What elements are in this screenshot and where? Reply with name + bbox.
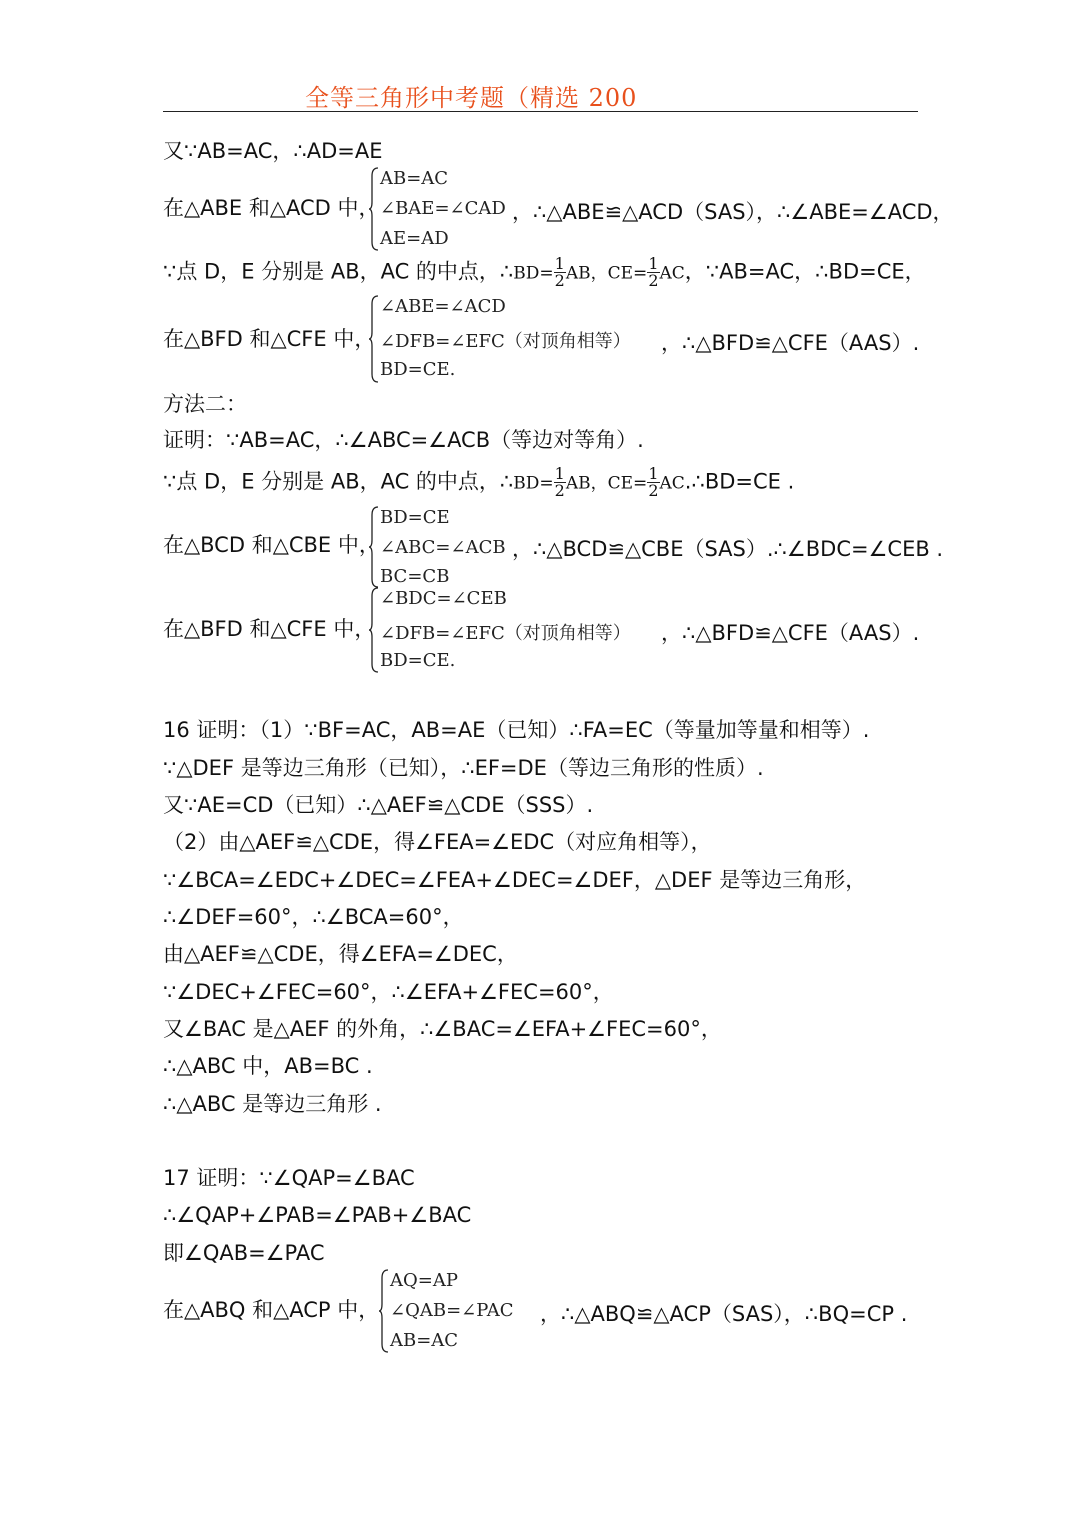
system-row: AE=AD xyxy=(380,228,449,249)
fraction xyxy=(647,256,659,289)
proof-line-continuation: ，∴△BCD≌△CBE（SAS）.∴∠BDC=∠CEB . xyxy=(512,537,944,561)
system-row: ∠BDC=∠CEB xyxy=(380,588,507,609)
proof-line: ∵∠BCA=∠EDC+∠DEC=∠FEA+∠DEC=∠DEF，△DEF 是等边三角形， xyxy=(163,868,867,892)
text-span: ∵点 D，E 分别是 AB，AC 的中点，∴ xyxy=(163,469,514,494)
proof-line: 16 证明：（1）∵BF=AC，AB=AE（已知）∴FA=EC（等量加等量和相等）. xyxy=(163,718,870,742)
text-span: ，∵AB=AC，∴BD=CE， xyxy=(684,259,926,284)
left-brace-icon xyxy=(368,505,380,589)
left-brace-icon xyxy=(368,166,380,252)
equation-system xyxy=(378,1268,528,1356)
proof-line: 证明：∵AB=AC，∴∠ABC=∠ACB（等边对等角）. xyxy=(163,428,644,452)
fraction-numerator: 1 xyxy=(554,254,565,273)
math-label: CE= xyxy=(607,473,648,494)
proof-line: 在△BFD 和△CFE 中， xyxy=(163,617,376,641)
system-row: ∠QAB=∠PAC xyxy=(390,1300,514,1321)
fraction-denominator: 2 xyxy=(648,481,659,500)
left-brace-icon xyxy=(378,1268,390,1354)
header-rule xyxy=(163,111,918,112)
math-label: BD= xyxy=(513,473,554,494)
left-brace-icon xyxy=(368,294,380,384)
proof-line: 又∠BAC 是△AEF 的外角，∴∠BAC=∠EFA+∠FEC=60°， xyxy=(163,1017,722,1041)
math-label: CE= xyxy=(607,263,648,284)
fraction-denominator: 2 xyxy=(554,481,565,500)
proof-line: ∴∠DEF=60°，∴∠BCA=60°， xyxy=(163,905,464,929)
system-row: AB=AC xyxy=(390,1330,459,1351)
text-span: ∵点 D，E 分别是 AB，AC 的中点，∴ xyxy=(163,259,514,284)
proof-line: 又∵AB=AC，∴AD=AE xyxy=(163,139,383,163)
fraction-numerator: 1 xyxy=(554,464,565,483)
left-brace-icon xyxy=(368,586,380,674)
math-label: AB， xyxy=(565,263,608,284)
system-row: ∠BAE=∠CAD xyxy=(380,198,506,219)
system-row: BD=CE xyxy=(380,507,450,528)
proof-line: ∴△ABC 是等边三角形 . xyxy=(163,1092,382,1116)
proof-line: ∴△ABC 中，AB=BC . xyxy=(163,1054,373,1078)
proof-line: 在△BFD 和△CFE 中， xyxy=(163,327,376,351)
math-label: AC xyxy=(659,263,685,284)
math-label: AC xyxy=(659,473,685,494)
proof-line: 由△AEF≌△CDE，得∠EFA=∠DEC， xyxy=(163,942,518,966)
proof-line: 又∵AE=CD（已知）∴△AEF≌△CDE（SSS）. xyxy=(163,793,594,817)
fraction-denominator: 2 xyxy=(648,271,659,290)
proof-line: ∵∠DEC+∠FEC=60°，∴∠EFA+∠FEC=60°， xyxy=(163,980,614,1004)
proof-line: （2）由△AEF≌△CDE，得∠FEA=∠EDC（对应角相等）， xyxy=(163,830,712,854)
proof-line: 在△BCD 和△CBE 中， xyxy=(163,533,380,557)
system-row: BD=CE. xyxy=(380,359,456,380)
proof-line: ∴∠QAP+∠PAB=∠PAB+∠BAC xyxy=(163,1203,472,1227)
system-row: ∠DFB=∠EFC（对顶角相等） xyxy=(380,331,631,352)
proof-line: 即∠QAB=∠PAC xyxy=(163,1241,325,1265)
proof-line: 在△ABQ 和△ACP 中， xyxy=(163,1298,380,1322)
system-row: BD=CE. xyxy=(380,650,456,671)
proof-line-continuation: ，∴△BFD≌△CFE（AAS）. xyxy=(661,331,920,355)
math-label: AB， xyxy=(565,473,608,494)
proof-line: ∵△DEF 是等边三角形（已知），∴EF=DE（等边三角形的性质）. xyxy=(163,756,764,780)
system-row: ∠ABC=∠ACB xyxy=(380,537,506,558)
fraction xyxy=(647,466,659,499)
proof-line: 在△ABE 和△ACD 中， xyxy=(163,196,380,220)
text-span: .∴BD=CE . xyxy=(684,469,795,494)
fraction-numerator: 1 xyxy=(648,254,659,273)
system-row: BC=CB xyxy=(380,566,450,587)
equation-system xyxy=(368,166,518,254)
math-label: BD= xyxy=(513,263,554,284)
proof-line-continuation: ，∴△ABQ≌△ACP（SAS），∴BQ=CP . xyxy=(540,1302,908,1326)
equation-system xyxy=(368,505,518,591)
system-row: ∠DFB=∠EFC（对顶角相等） xyxy=(380,623,631,644)
fraction-denominator: 2 xyxy=(554,271,565,290)
equation-system xyxy=(368,586,668,676)
fraction xyxy=(554,256,566,289)
page-title: 全等三角形中考题（精选 200 xyxy=(305,84,638,112)
equation-system xyxy=(368,294,668,386)
proof-line-continuation: ，∴△ABE≌△ACD（SAS），∴∠ABE=∠ACD， xyxy=(512,200,954,224)
proof-line: 方法二： xyxy=(163,392,247,416)
proof-line: 17 证明：∵∠QAP=∠BAC xyxy=(163,1166,415,1190)
proof-line-continuation: ，∴△BFD≌△CFE（AAS）. xyxy=(661,621,920,645)
system-row: AQ=AP xyxy=(390,1270,458,1291)
system-row: AB=AC xyxy=(380,168,449,189)
proof-line xyxy=(163,256,926,289)
fraction xyxy=(554,466,566,499)
fraction-numerator: 1 xyxy=(648,464,659,483)
system-row: ∠ABE=∠ACD xyxy=(380,296,506,317)
proof-line xyxy=(163,466,794,499)
